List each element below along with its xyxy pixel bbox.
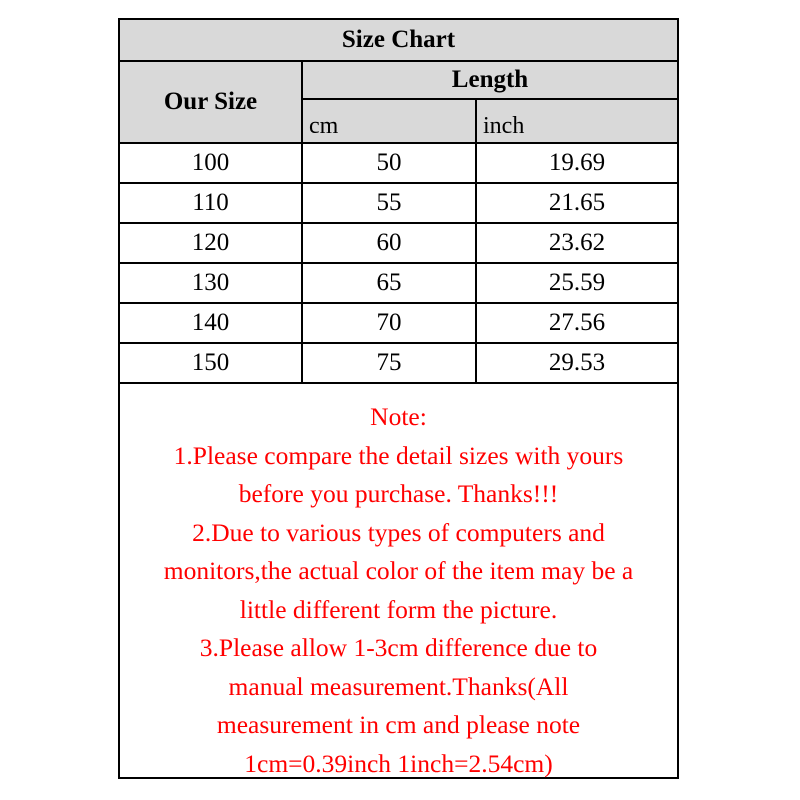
inch-cell: 29.53	[548, 349, 606, 376]
cm-cell: 60	[303, 224, 477, 262]
cm-cell: 75	[303, 344, 477, 382]
note-line: monitors,the actual color of the item may be a	[163, 556, 634, 585]
size-cell: 120	[120, 224, 303, 262]
cm-cell: 55	[303, 184, 477, 222]
length-header: Length	[303, 62, 677, 100]
note-line: 2.Due to various types of computers and	[192, 517, 605, 547]
note-line: before you purchase. Thanks!!!	[238, 479, 559, 508]
note-line: 1.Please compare the detail sizes with yours	[173, 440, 624, 470]
table-row	[120, 224, 677, 264]
table-header	[120, 62, 677, 144]
table-row	[120, 264, 677, 304]
size-chart	[118, 18, 679, 779]
table-row	[120, 144, 677, 184]
inch-cell: 21.65	[548, 189, 606, 216]
inch-cell: 19.69	[548, 149, 606, 176]
table-row	[120, 304, 677, 344]
inch-cell: 25.59	[548, 269, 606, 296]
note-line: 3.Please allow 1-3cm difference due to	[199, 633, 598, 662]
size-cell: 150	[120, 344, 303, 382]
note-line: Note:	[370, 402, 427, 431]
note-line: manual measurement.Thanks(All	[228, 671, 569, 701]
inch-cell: 27.56	[548, 309, 606, 336]
size-cell: 100	[120, 144, 303, 182]
size-cell: 110	[120, 184, 303, 222]
cm-header: cm	[303, 100, 477, 142]
chart-title: Size Chart	[120, 20, 677, 62]
table-row	[120, 344, 677, 384]
unit-header-row	[303, 100, 677, 142]
note-line: measurement in cm and please note	[216, 710, 581, 739]
table-row	[120, 184, 677, 224]
inch-header: inch	[483, 113, 525, 139]
note-line: little different form the picture.	[239, 594, 558, 624]
cm-cell: 70	[303, 304, 477, 342]
cm-cell: 50	[303, 144, 477, 182]
size-cell: 130	[120, 264, 303, 302]
note-line: 1cm=0.39inch 1inch=2.54cm)	[244, 748, 553, 778]
notes-section	[120, 384, 677, 783]
cm-cell: 65	[303, 264, 477, 302]
size-cell: 140	[120, 304, 303, 342]
our-size-header: Our Size	[120, 62, 303, 142]
length-header-group	[303, 62, 677, 142]
inch-cell: 23.62	[548, 229, 606, 256]
